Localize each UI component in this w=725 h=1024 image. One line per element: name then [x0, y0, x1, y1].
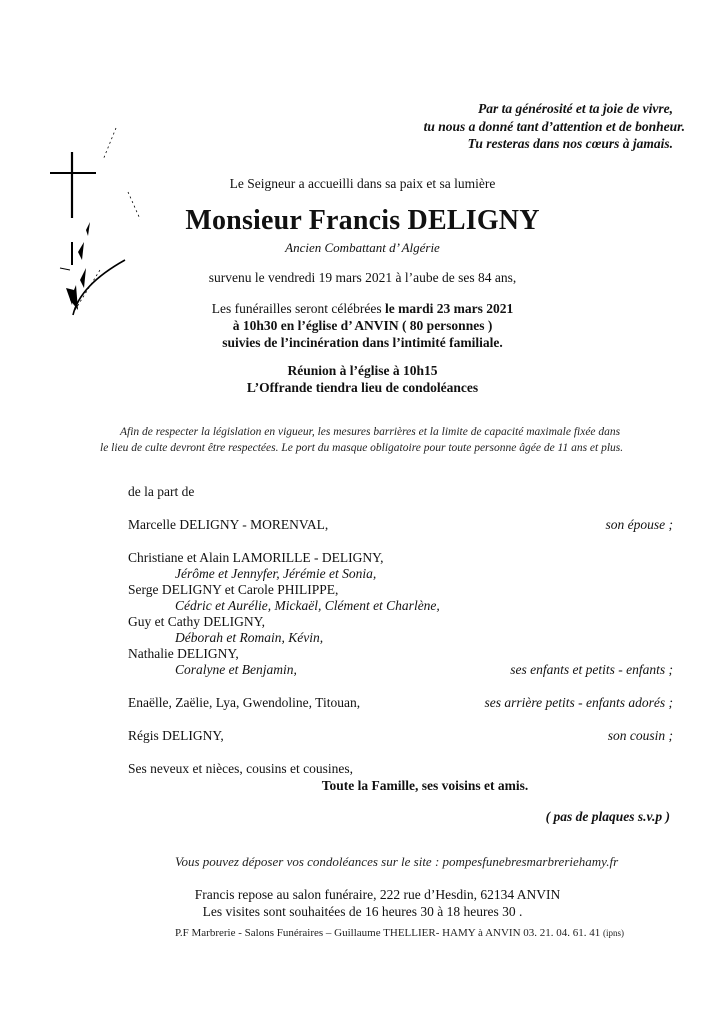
child-row: Guy et Cathy DELIGNY,	[128, 614, 265, 629]
funeral-home-footer	[175, 927, 624, 939]
epigraph	[345, 100, 685, 153]
ipns-tag: (ipns)	[603, 928, 625, 938]
reunion-time: Réunion à l’église à 10h15	[287, 363, 438, 378]
family-list	[128, 484, 673, 777]
condolences-website[interactable]: Vous pouvez déposer vos condoléances sur le site : pompesfunebresmarbreriehamy.fr	[175, 854, 619, 869]
great-grandchildren-row	[128, 695, 673, 711]
funeral-home-contact: P.F Marbrerie - Salons Funéraires – Guillaume THELLIER- HAMY à ANVIN 03. 21. 04. 61. 41	[175, 927, 601, 939]
children-relation: ses enfants et petits - enfants ;	[510, 662, 673, 677]
funeral-line-3: suivies de l’incinération dans l’intimité familiale.	[222, 335, 503, 350]
funeral-details	[0, 300, 725, 351]
spouse-name: Marcelle DELIGNY - MORENVAL,	[128, 517, 329, 532]
grandchildren-row: Déborah et Romain, Kévin,	[175, 630, 324, 645]
epigraph-line-2: tu nous a donné tant d’attention et de bonheur.	[423, 118, 685, 134]
grandchildren-names: Coralyne et Benjamin,	[175, 662, 297, 677]
salon-info	[0, 886, 725, 920]
child-row: Christiane et Alain LAMORILLE - DELIGNY,	[128, 550, 384, 565]
family-closing: Toute la Famille, ses voisins et amis.	[321, 778, 529, 793]
no-plaques-note: ( pas de plaques s.v.p )	[545, 809, 670, 824]
offrande-text: L’Offrande tiendra lieu de condoléances	[246, 380, 479, 395]
epigraph-line-1: Par ta générosité et ta joie de vivre,	[478, 101, 673, 116]
salon-address: Francis repose au salon funéraire, 222 rue d’Hesdin, 62134 ANVIN	[194, 887, 561, 902]
notice-line-2: le lieu de culte devront être respectées. Le port du masque obligatoire pour toute personne âgée de 11 ans et plus.	[100, 441, 624, 454]
child-row: Nathalie DELIGNY,	[128, 646, 239, 661]
great-grandchildren-names: Enaëlle, Zaëlie, Lya, Gwendoline, Titouan,	[128, 695, 361, 710]
funeral-line-1	[0, 300, 725, 317]
grandchildren-row: Cédric et Aurélie, Mickaël, Clément et Charlène,	[175, 598, 440, 613]
funeral-line-1-plain: Les funérailles seront célébrées	[211, 301, 385, 316]
notice-line-1: Afin de respecter la législation en vigueur, les mesures barrières et la limite de capacité maximale fixée dans	[120, 426, 621, 438]
cousin-name: Régis DELIGNY,	[128, 728, 224, 743]
spouse-relation: son épouse ;	[605, 517, 673, 532]
intro-text: Le Seigneur a accueilli dans sa paix et sa lumière	[229, 176, 496, 191]
funeral-date: le mardi 23 mars 2021	[384, 301, 514, 316]
grandchildren-row: Jérôme et Jennyfer, Jérémie et Sonia,	[175, 566, 377, 581]
cousin-relation: son cousin ;	[607, 728, 673, 743]
funeral-line-2: à 10h30 en l’église d’ ANVIN ( 80 personnes )	[232, 318, 493, 333]
others-row: Ses neveux et nièces, cousins et cousines,	[128, 761, 353, 776]
cousin-row	[128, 728, 673, 744]
epigraph-line-3: Tu resteras dans nos cœurs à jamais.	[467, 136, 673, 151]
sanitary-notice	[100, 425, 720, 456]
great-grandchildren-relation: ses arrière petits - enfants adorés ;	[484, 695, 673, 710]
child-row: Serge DELIGNY et Carole PHILIPPE,	[128, 582, 339, 597]
spouse-row	[128, 517, 673, 533]
death-date-text: survenu le vendredi 19 mars 2021 à l’aube de ses 84 ans,	[208, 270, 517, 285]
from-label: de la part de	[128, 484, 195, 499]
reunion-details	[0, 362, 725, 396]
visit-hours: Les visites sont souhaitées de 16 heures 30 à 18 heures 30 .	[202, 904, 523, 919]
deceased-title: Ancien Combattant d’ Algérie	[285, 240, 440, 255]
deceased-name: Monsieur Francis DELIGNY	[185, 205, 540, 236]
grandchildren-last-row	[128, 662, 673, 678]
